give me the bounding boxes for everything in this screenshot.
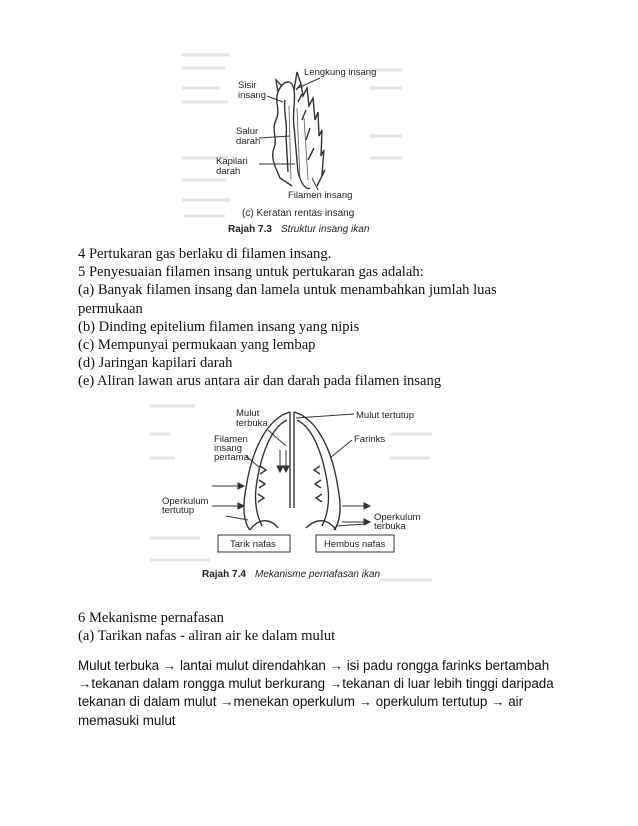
label-operkulum-terbuka-1: Operkulum [374,512,421,523]
text-line: (b) Dinding epitelium filamen insang yang nipis [78,318,360,335]
text-line: 5 Penyesuaian filamen insang untuk pertukaran gas adalah: [78,264,424,281]
gill-structure-illustration [170,40,410,240]
text-line: 6 Mekanisme pernafasan [78,610,224,626]
label-sisir-1: Sisir [238,80,257,91]
label-operkulum-tertutup-2: tertutup [162,505,195,516]
text-line: (d) Jaringan kapilari darah [78,355,233,372]
label-sisir-2: insang [238,90,266,101]
breathing-mechanism-illustration [140,388,440,593]
label-kapilari-2: darah [216,166,241,177]
text-line: (c) Mempunyai permukaan yang lembap [78,336,316,353]
figure1-subcaption: (c) Keratan rentas insang [242,208,355,219]
text-line: memasuki mulut [78,712,176,728]
breathing-mechanism-body [78,657,554,730]
label-operkulum-terbuka-2: terbuka [374,521,406,532]
figure2-caption-title: Mekanisme pernafasan ikan [255,569,381,580]
label-filamen-3: pertama [214,452,249,463]
label-farinks: Farinks [354,434,386,445]
label-operkulum-tertutup-1: Operkulum [162,496,209,507]
figure2-caption-number: Rajah 7.4 [202,569,246,580]
text-line: →tekanan dalam rongga mulut berkurang →tekanan di luar lebih tinggi daripada [78,676,554,692]
label-lengkung-insang: Lengkung insang [304,67,377,78]
label-filamen-insang: Filamen insang [288,190,353,201]
label-kapilari-1: Kapilari [216,156,248,167]
label-mulut-tertutup: Mulut tertutup [356,410,415,421]
label-salur-2: darah [236,136,261,147]
label-mulut-terbuka-2: terbuka [236,418,268,429]
text-line: (a) Banyak filamen insang dan lamela untuk menambahkan jumlah luas [78,282,497,299]
text-line: (e) Aliran lawan arus antara air dan darah pada filamen insang [78,373,442,390]
text-line: tekanan di dalam mulut →menekan operkulum → operkulum tertutup → air [78,694,524,710]
gas-exchange-text [78,245,497,391]
figure-gill-structure [170,40,410,240]
label-mulut-terbuka-1: Mulut [236,408,260,419]
text-line: permukaan [78,300,143,317]
breathing-mechanism-heading [78,609,335,645]
label-filamen-1: Filamen [214,434,248,445]
label-tarik-nafas: Tarik nafas [230,539,276,550]
figure1-caption-number: Rajah 7.3 [228,224,272,235]
figure-breathing-mechanism [140,388,440,593]
text-line: 4 Pertukaran gas berlaku di filamen insang. [78,246,332,262]
figure1-caption-title: Struktur insang ikan [281,224,370,235]
label-salur-1: Salur [236,126,259,137]
label-filamen-2: insang [214,443,242,454]
text-line: Mulut terbuka → lantai mulut direndahkan → isi padu rongga farinks bertambah [78,658,550,673]
text-line: (a) Tarikan nafas - aliran air ke dalam mulut [78,628,336,645]
label-hembus-nafas: Hembus nafas [324,539,386,550]
